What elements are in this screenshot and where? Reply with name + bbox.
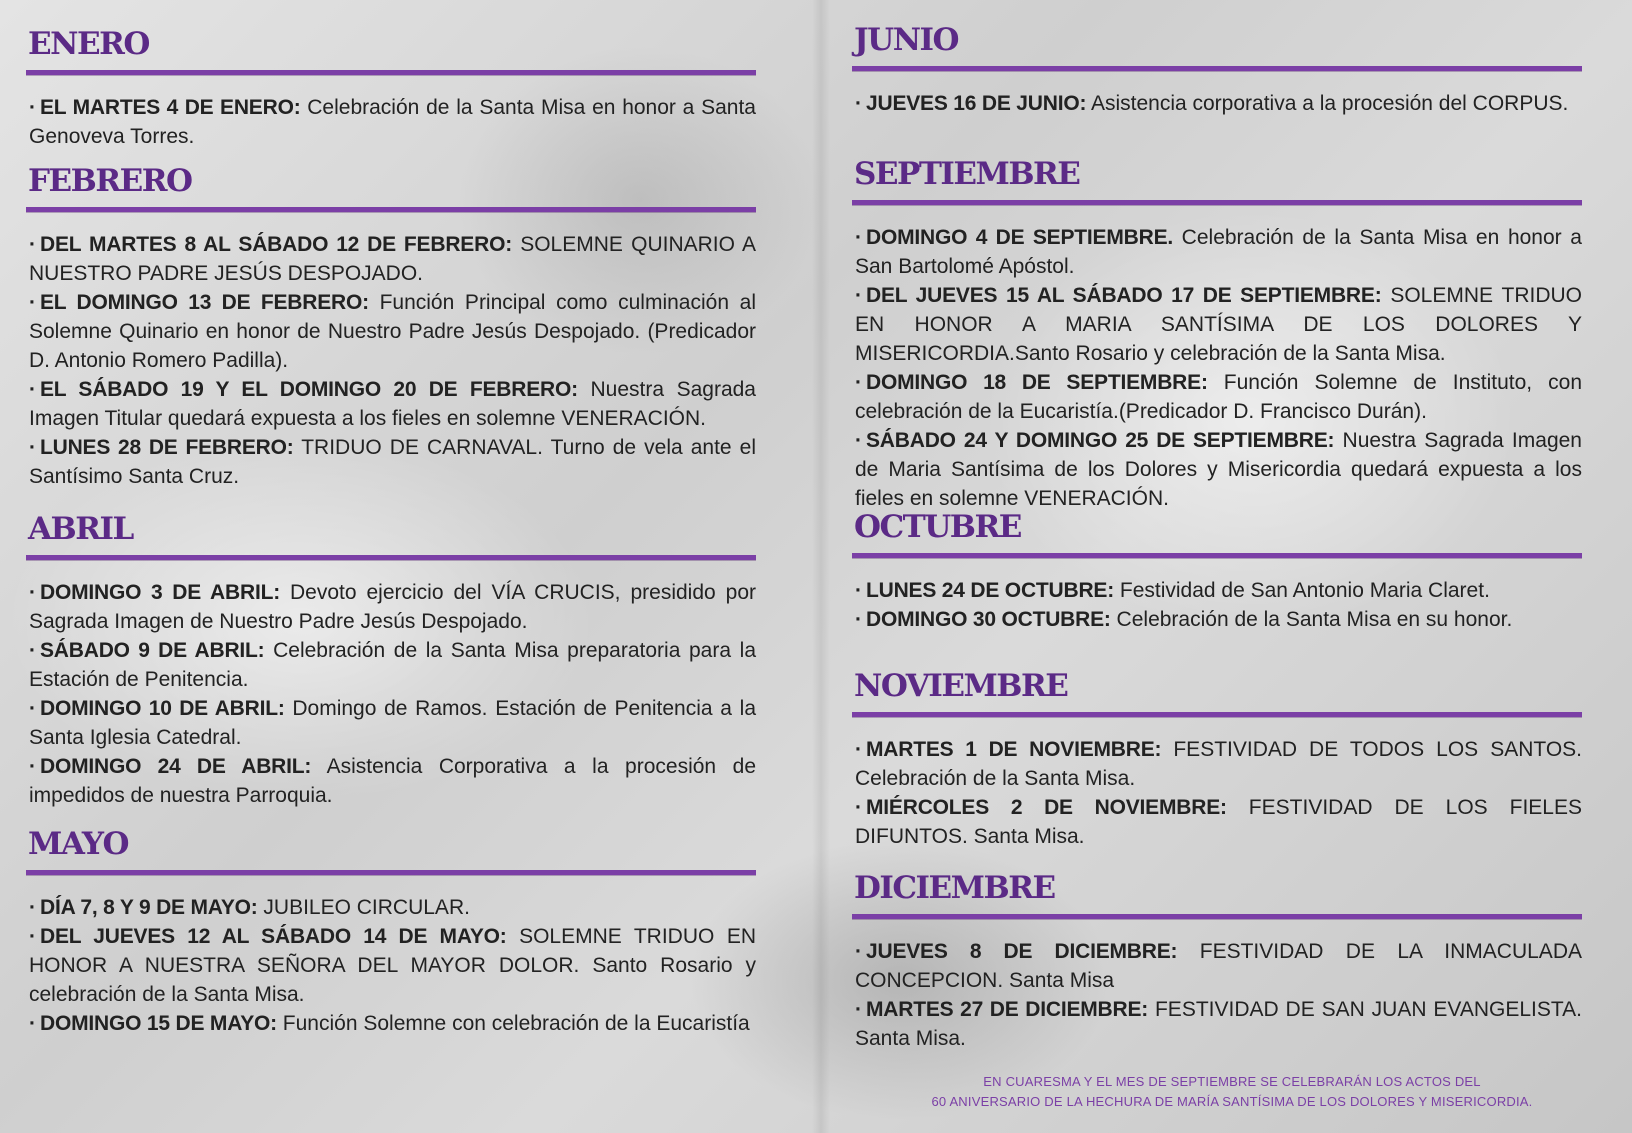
event-date: DOMINGO 24 DE ABRIL: [40,755,312,778]
event-item [29,93,756,151]
section-title: NOVIEMBRE [854,668,1068,704]
event-date: DEL JUEVES 15 AL SÁBADO 17 DE SEPTIEMBRE: [866,284,1382,307]
event-list [26,578,756,810]
bullet: · [855,940,862,963]
event-date: SÁBADO 24 Y DOMINGO 25 DE SEPTIEMBRE: [866,429,1335,452]
event-date: JUEVES 8 DE DICIEMBRE: [866,940,1178,963]
section-title: DICIEMBRE [854,870,1055,906]
event-text: Función Principal como culminación al Solemne Quinario en honor de Nuestro Padre Jesús Despojado. (Predicador D. Antonio Romero Padilla). [29,291,757,372]
event-item [29,578,756,636]
bullet: · [855,738,862,761]
event-date: MARTES 27 DE DICIEMBRE: [866,998,1149,1021]
bullet: · [855,429,862,452]
section-rule [852,914,1582,919]
event-item [855,793,1582,851]
event-date: JUEVES 16 DE JUNIO: [866,92,1087,115]
event-text: Domingo de Ramos. Estación de Penitencia a la Santa Iglesia Catedral. [29,697,757,749]
bullet: · [855,371,862,394]
section-abril [26,511,756,810]
event-date: LUNES 24 DE OCTUBRE: [866,579,1115,602]
event-text: TRIDUO DE CARNAVAL. Turno de vela ante el Santísimo Santa Cruz. [29,436,757,488]
bullet: · [29,639,36,662]
section-rule [852,200,1582,205]
section-mayo [26,826,756,1038]
event-text: FESTIVIDAD DE SAN JUAN EVANGELISTA. Santa Misa. [855,998,1582,1050]
event-item [855,223,1582,281]
event-date: SÁBADO 9 DE ABRIL: [40,639,265,662]
event-list [852,89,1582,118]
bullet: · [29,436,36,459]
section-rule [26,870,756,875]
section-title: FEBRERO [28,163,192,199]
bullet: · [855,226,862,249]
event-item [855,281,1582,368]
event-date: DOMINGO 18 DE SEPTIEMBRE: [866,371,1208,394]
event-text: SOLEMNE TRIDUO EN HONOR A MARIA SANTÍSIMA DE LOS DOLORES Y MISERICORDIA.Santo Rosario y celebración de la Santa Misa. [855,284,1582,365]
event-item [855,735,1582,793]
event-text: FESTIVIDAD DE TODOS LOS SANTOS. Celebración de la Santa Misa. [855,738,1583,790]
bullet: · [29,896,36,919]
event-list [26,93,756,151]
section-septiembre [852,156,1582,513]
event-list [852,223,1582,513]
event-text: FESTIVIDAD DE LOS FIELES DIFUNTOS. Santa Misa. [855,796,1583,848]
event-item [29,752,756,810]
event-item [855,995,1582,1053]
section-title: JUNIO [854,22,959,58]
section-title: ENERO [28,26,149,62]
event-date: DOMINGO 3 DE ABRIL: [40,581,281,604]
event-text: Celebración de la Santa Misa preparatoria para la Estación de Penitencia. [29,639,756,691]
event-text: Festividad de San Antonio Maria Claret. [1114,579,1490,602]
bullet: · [855,284,862,307]
event-text: Asistencia corporativa a la procesión del CORPUS. [1086,92,1569,115]
section-title: SEPTIEMBRE [854,156,1080,192]
event-date: EL SÁBADO 19 Y EL DOMINGO 20 DE FEBRERO: [40,378,578,401]
event-item [29,1009,756,1038]
bullet: · [29,96,36,119]
event-item [855,605,1582,634]
event-date: DEL JUEVES 12 AL SÁBADO 14 DE MAYO: [40,925,507,948]
event-text: Celebración de la Santa Misa en honor a San Bartolomé Apóstol. [855,226,1582,278]
event-text: SOLEMNE QUINARIO A NUESTRO PADRE JESÚS DESPOJADO. [29,233,756,285]
bullet: · [29,697,36,720]
bullet: · [855,92,862,115]
event-list [852,735,1582,851]
event-date: MARTES 1 DE NOVIEMBRE: [866,738,1162,761]
section-diciembre [852,870,1582,1053]
event-item [29,694,756,752]
event-list [852,937,1582,1053]
section-febrero [26,163,756,491]
anniversary-note [852,1072,1612,1112]
event-item [29,288,756,375]
event-date: EL DOMINGO 13 DE FEBRERO: [40,291,369,314]
event-text: SOLEMNE TRIDUO EN HONOR A NUESTRA SEÑORA DEL MAYOR DOLOR. Santo Rosario y celebración de la Santa Misa. [29,925,756,1006]
section-rule [852,553,1582,558]
section-rule [26,555,756,560]
event-date: DOMINGO 4 DE SEPTIEMBRE. [866,226,1174,249]
section-octubre [852,509,1582,634]
event-text: Celebración de la Santa Misa en su honor. [1110,608,1513,631]
event-text: Devoto ejercicio del VÍA CRUCIS, presidido por Sagrada Imagen de Nuestro Padre Jesús Despojado. [29,581,757,633]
event-text: Función Solemne con celebración de la Eucaristía [276,1012,750,1035]
event-text: JUBILEO CIRCULAR. [257,896,470,919]
event-item [855,89,1582,118]
event-item [29,375,756,433]
bullet: · [29,581,36,604]
bullet: · [29,1012,36,1035]
section-rule [852,66,1582,71]
event-item [29,230,756,288]
event-list [26,893,756,1038]
anniversary-note-line: EN CUARESMA Y EL MES DE SEPTIEMBRE SE CELEBRARÁN LOS ACTOS DEL [983,1074,1481,1089]
event-text: Asistencia Corporativa a la procesión de impedidos de nuestra Parroquia. [29,755,756,807]
bullet: · [855,608,862,631]
anniversary-note-line: 60 ANIVERSARIO DE LA HECHURA DE MARÍA SANTÍSIMA DE LOS DOLORES Y MISERICORDIA. [931,1094,1533,1109]
section-title: ABRIL [28,511,133,547]
section-title: OCTUBRE [854,509,1021,545]
event-item [29,636,756,694]
event-date: DOMINGO 15 DE MAYO: [40,1012,277,1035]
event-item [855,576,1582,605]
bullet: · [29,378,36,401]
event-text: Función Solemne de Instituto, con celebración de la Eucaristía.(Predicador D. Francisco Durán). [855,371,1582,423]
event-item [855,426,1582,513]
page-fold [812,0,830,1133]
event-item [855,937,1582,995]
event-item [29,893,756,922]
bullet: · [29,291,36,314]
event-list [26,230,756,491]
event-date: DEL MARTES 8 AL SÁBADO 12 DE FEBRERO: [40,233,513,256]
section-enero [26,26,756,151]
bullet: · [29,233,36,256]
bullet: · [29,925,36,948]
event-date: EL MARTES 4 DE ENERO: [40,96,301,119]
section-junio [852,22,1582,118]
event-date: MIÉRCOLES 2 DE NOVIEMBRE: [866,796,1227,819]
event-item [29,433,756,491]
bullet: · [855,796,862,819]
section-rule [26,70,756,75]
event-text: FESTIVIDAD DE LA INMACULADA CONCEPCION. Santa Misa [855,940,1582,992]
section-noviembre [852,668,1582,851]
event-item [855,368,1582,426]
section-rule [26,207,756,212]
event-item [29,922,756,1009]
event-date: DÍA 7, 8 Y 9 DE MAYO: [40,896,258,919]
section-rule [852,712,1582,717]
section-title: MAYO [28,826,128,862]
bullet: · [29,755,36,778]
event-text: Celebración de la Santa Misa en honor a Santa Genoveva Torres. [29,96,756,148]
event-text: Nuestra Sagrada Imagen de Maria Santísima de los Dolores y Misericordia quedará expuesta a los fieles en solemne VENERACIÓN. [855,429,1582,510]
event-date: LUNES 28 DE FEBRERO: [40,436,294,459]
bullet: · [855,579,862,602]
event-date: DOMINGO 10 DE ABRIL: [40,697,285,720]
event-date: DOMINGO 30 OCTUBRE: [866,608,1111,631]
bullet: · [855,998,862,1021]
event-list [852,576,1582,634]
event-text: Nuestra Sagrada Imagen Titular quedará expuesta a los fieles en solemne VENERACIÓN. [29,378,756,430]
